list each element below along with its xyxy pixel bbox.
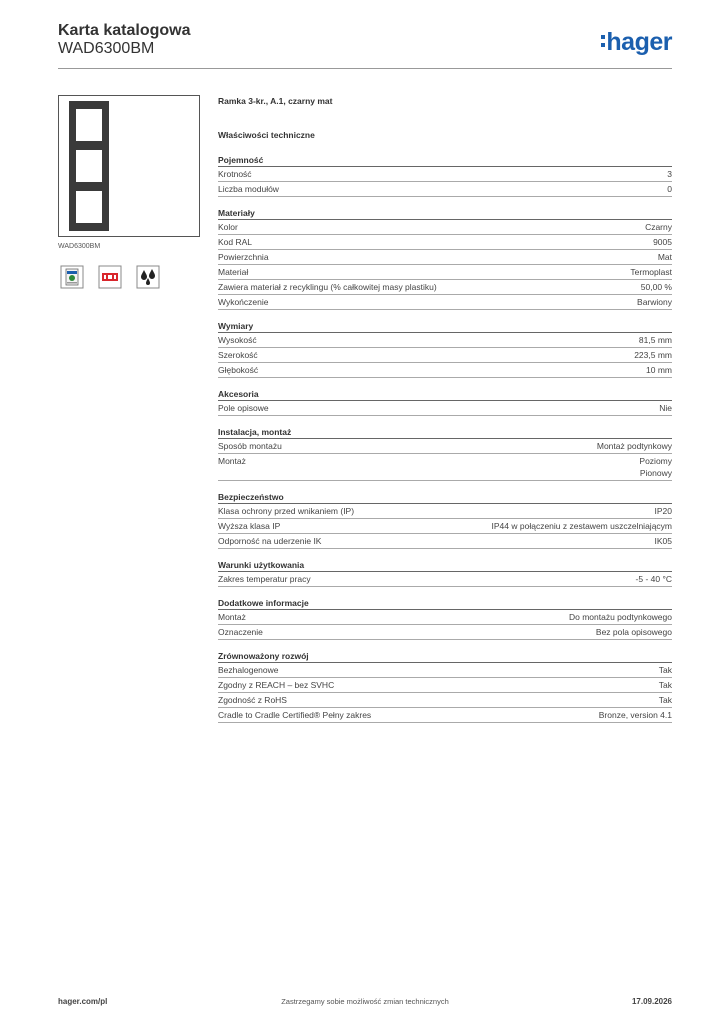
property-row	[218, 572, 672, 587]
property-value	[645, 221, 672, 233]
property-label: Liczba modułów	[218, 184, 279, 194]
section-title: Materiały	[218, 207, 672, 220]
property-value	[597, 440, 672, 452]
property-row	[218, 401, 672, 416]
property-row	[218, 519, 672, 534]
property-label: Montaż	[218, 456, 246, 466]
property-value	[639, 455, 672, 479]
property-value-line: 223,5 mm	[634, 350, 672, 360]
property-value	[667, 183, 672, 195]
property-row	[218, 348, 672, 363]
property-value-line: Bez pola opisowego	[595, 627, 672, 637]
property-value	[636, 573, 672, 585]
property-section	[218, 650, 672, 723]
property-row	[218, 363, 672, 378]
document-title: Karta katalogowa	[58, 22, 191, 39]
property-value	[634, 349, 672, 361]
property-row	[218, 625, 672, 640]
section-title: Instalacja, montaż	[218, 426, 672, 439]
frame-opening	[76, 191, 102, 223]
property-value-line: 81,5 mm	[638, 335, 672, 345]
property-value-line: Barwiony	[637, 297, 672, 307]
product-code: WAD6300BM	[58, 40, 155, 57]
property-section	[218, 597, 672, 640]
property-value	[667, 168, 672, 180]
property-label: Klasa ochrony przed wnikaniem (IP)	[218, 506, 355, 516]
property-row	[218, 265, 672, 280]
property-value	[596, 626, 672, 638]
property-value-line: IK05	[654, 536, 672, 546]
section-title: Wymiary	[218, 320, 672, 333]
certification-icons	[60, 265, 170, 291]
property-label: Szerokość	[218, 350, 258, 360]
property-value	[655, 505, 673, 517]
property-label: Oznaczenie	[218, 627, 263, 637]
property-section	[218, 426, 672, 481]
page-header	[58, 20, 672, 68]
section-title: Dodatkowe informacje	[218, 597, 672, 610]
water-drops-icon	[136, 265, 160, 289]
property-value-line: Tak	[658, 665, 672, 675]
property-row	[218, 454, 672, 481]
property-section	[218, 320, 672, 378]
property-label: Wykończenie	[218, 297, 269, 307]
property-row	[218, 534, 672, 549]
footer-date: 17.09.2026	[631, 997, 672, 1006]
property-row	[218, 693, 672, 708]
property-value-line: Pionowy	[639, 468, 672, 478]
property-value-line: Tak	[658, 680, 672, 690]
property-section	[218, 207, 672, 310]
logo-text: hager	[606, 28, 672, 56]
footer-website: hager.com/pl	[58, 997, 108, 1006]
property-value-line: IP20	[654, 506, 672, 516]
property-row	[218, 610, 672, 625]
logo-colon-icon	[601, 35, 605, 51]
property-value	[646, 364, 672, 376]
frame-opening	[76, 109, 102, 141]
property-label: Cradle to Cradle Certified® Pełny zakres	[218, 710, 372, 720]
property-section	[218, 388, 672, 416]
property-value-line: Mat	[657, 252, 672, 262]
property-row	[218, 182, 672, 197]
property-label: Wysokość	[218, 335, 257, 345]
property-value	[659, 402, 672, 414]
product-image	[58, 95, 200, 237]
property-value-line: Bronze, version 4.1	[598, 710, 672, 720]
frame-opening	[76, 150, 102, 182]
property-value	[659, 679, 672, 691]
property-row	[218, 333, 672, 348]
section-title: Zrównoważony rozwój	[218, 650, 672, 663]
property-row	[218, 504, 672, 519]
property-value	[641, 281, 672, 293]
property-value-line: Tak	[658, 695, 672, 705]
property-label: Zawiera materiał z recyklingu (% całkowitej masy plastiku)	[218, 282, 437, 292]
technical-properties-title: Właściwości techniczne	[218, 130, 315, 140]
property-value-line: Termoplast	[630, 267, 672, 277]
property-value-line: 50,00 %	[640, 282, 672, 292]
property-row	[218, 280, 672, 295]
property-label: Kod RAL	[218, 237, 253, 247]
property-label: Sposób montażu	[218, 441, 282, 451]
property-value	[630, 266, 672, 278]
property-section	[218, 559, 672, 587]
property-value	[659, 694, 672, 706]
section-title: Akcesoria	[218, 388, 672, 401]
property-label: Zakres temperatur pracy	[218, 574, 311, 584]
property-value	[653, 236, 672, 248]
property-value	[639, 334, 672, 346]
property-label: Pole opisowe	[218, 403, 269, 413]
section-title: Pojemność	[218, 154, 672, 167]
property-label: Bezhalogenowe	[218, 665, 279, 675]
property-row	[218, 235, 672, 250]
property-row	[218, 678, 672, 693]
property-value-line: 10 mm	[646, 365, 672, 375]
property-value-line: 0	[667, 184, 672, 194]
property-value-line: 9005	[653, 237, 672, 247]
property-label: Głębokość	[218, 365, 259, 375]
section-title: Warunki użytkowania	[218, 559, 672, 572]
hager-logo	[601, 28, 672, 57]
property-row	[218, 220, 672, 235]
property-value	[658, 251, 672, 263]
property-label: Powierzchnia	[218, 252, 269, 262]
product-name: Ramka 3-kr., A.1, czarny mat	[218, 96, 333, 106]
property-label: Krotność	[218, 169, 252, 179]
property-value	[659, 664, 672, 676]
property-row	[218, 663, 672, 678]
property-label: Zgodny z REACH – bez SVHC	[218, 680, 335, 690]
property-label: Wyższa klasa IP	[218, 521, 281, 531]
header-divider	[58, 68, 672, 69]
property-value	[569, 611, 672, 623]
ip-rating-icon	[98, 265, 122, 289]
property-label: Odporność na uderzenie IK	[218, 536, 322, 546]
property-label: Zgodność z RoHS	[218, 695, 287, 705]
property-value	[637, 296, 672, 308]
property-value-line: IP44 w połączeniu z zestawem uszczelniającym	[491, 521, 672, 531]
property-row	[218, 708, 672, 723]
property-value	[655, 535, 673, 547]
property-value-line: -5 - 40 °C	[635, 574, 672, 584]
property-value-line: Poziomy	[639, 456, 672, 466]
property-value	[492, 520, 672, 532]
property-row	[218, 250, 672, 265]
property-sections	[218, 154, 672, 723]
property-label: Montaż	[218, 612, 246, 622]
property-value	[599, 709, 672, 721]
page-footer	[58, 997, 672, 1011]
property-section	[218, 154, 672, 197]
property-label: Materiał	[218, 267, 249, 277]
property-row	[218, 295, 672, 310]
footer-disclaimer: Zastrzegamy sobie możliwość zmian technicznych	[281, 997, 449, 1006]
property-row	[218, 439, 672, 454]
section-title: Bezpieczeństwo	[218, 491, 672, 504]
frame-illustration	[69, 101, 109, 231]
recycling-label-icon	[60, 265, 84, 289]
property-row	[218, 167, 672, 182]
property-label: Kolor	[218, 222, 238, 232]
property-value-line: Nie	[659, 403, 672, 413]
property-value-line: 3	[667, 169, 672, 179]
image-caption: WAD6300BM	[58, 243, 101, 250]
property-value-line: Montaż podtynkowy	[596, 441, 672, 451]
property-section	[218, 491, 672, 549]
property-value-line: Czarny	[645, 222, 672, 232]
product-details	[218, 96, 672, 723]
property-value-line: Do montażu podtynkowego	[568, 612, 672, 622]
